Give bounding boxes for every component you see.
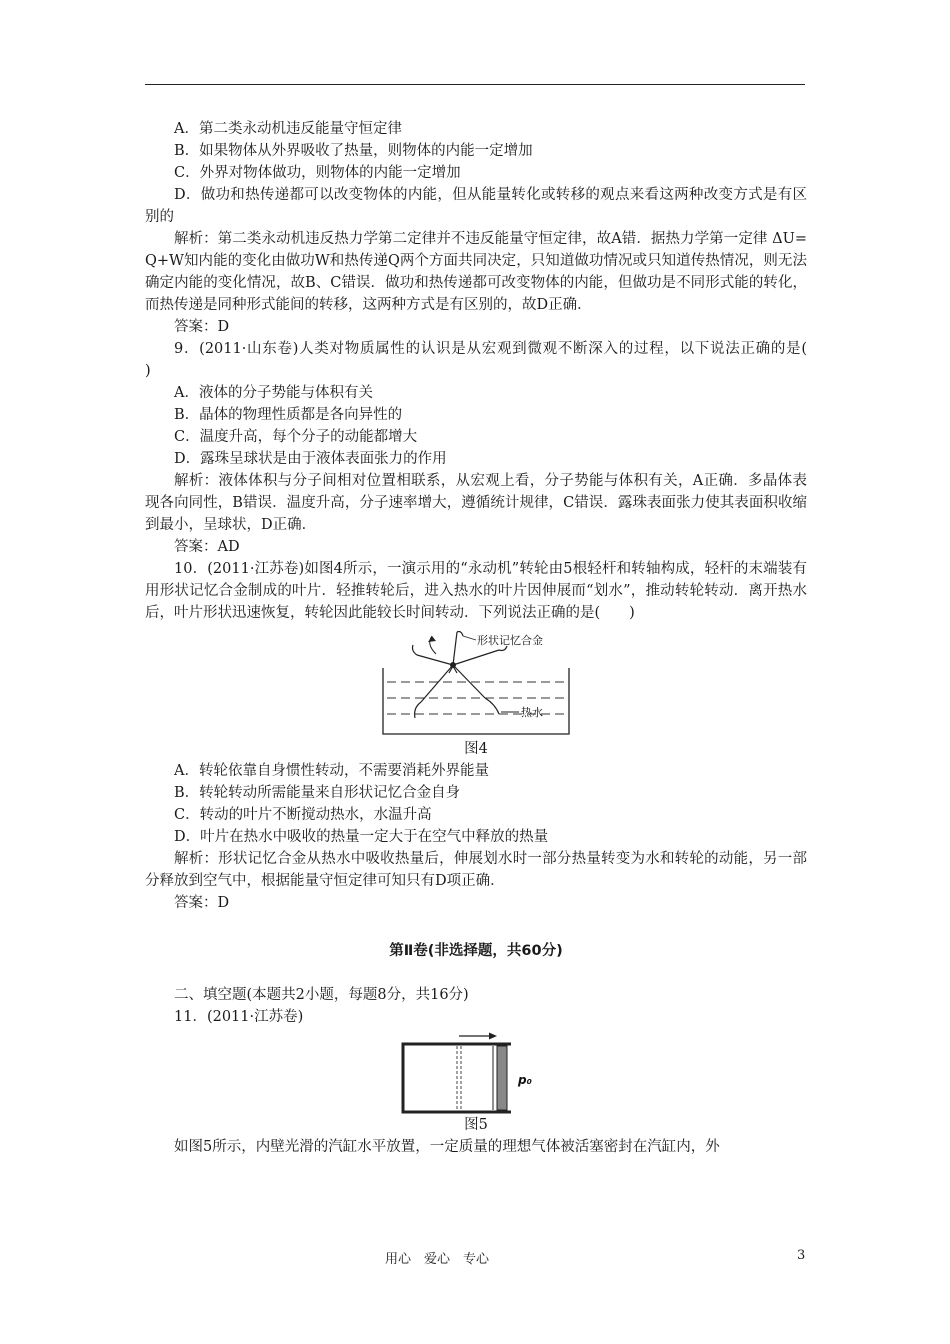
- q9-stem: 9．(2011·山东卷)人类对物质属性的认识是从宏观到微观不断深入的过程，以下说法正确的是( ): [145, 341, 836, 379]
- section-title: 第Ⅱ卷(非选择题，共60分): [389, 943, 563, 959]
- figure-5-caption: 图5: [464, 1117, 488, 1133]
- document-body: [145, 118, 836, 1158]
- q9-option-b: B．晶体的物理性质都是各向异性的: [174, 407, 403, 423]
- figure-5-drawing: [401, 1030, 551, 1114]
- q10-option-a: A．转轮依靠自身惯性转动，不需要消耗外界能量: [174, 763, 489, 779]
- q8-option-b: B．如果物体从外界吸收了热量，则物体的内能一定增加: [174, 143, 533, 159]
- part2-heading: 二、填空题(本题共2小题，每题8分，共16分): [174, 987, 469, 1003]
- q9-option-c: C．温度升高，每个分子的动能都增大: [174, 429, 418, 445]
- q11-stem: 11．(2011·江苏卷): [174, 1009, 304, 1025]
- q9-option-d: D．露珠呈球状是由于液体表面张力的作用: [174, 451, 447, 467]
- figure-4-label-alloy: 形状记忆合金: [477, 634, 543, 647]
- figure-4-drawing: [381, 630, 571, 738]
- figure-5-label-p0: p₀: [518, 1073, 532, 1087]
- q9-answer: 答案：AD: [174, 539, 240, 555]
- q10-option-b: B．转轮转动所需能量来自形状记忆合金自身: [174, 785, 461, 801]
- footer-motto: 用心 爱心 专心: [385, 1252, 490, 1267]
- q11-text: 如图5所示，内壁光滑的汽缸水平放置，一定质量的理想气体被活塞密封在汽缸内，外: [174, 1139, 720, 1155]
- figure-4: [381, 630, 571, 738]
- q10-answer: 答案：D: [174, 895, 230, 911]
- q8-option-c: C．外界对物体做功，则物体的内能一定增加: [174, 165, 461, 181]
- q10-option-d: D．叶片在热水中吸收的热量一定大于在空气中释放的热量: [174, 829, 549, 845]
- q10-option-c: C．转动的叶片不断搅动热水，水温升高: [174, 807, 432, 823]
- figure-4-caption: 图4: [464, 741, 488, 757]
- q10-analysis: 解析：形状记忆合金从热水中吸收热量后，伸展划水时一部分热量转变为水和转轮的动能，另一部分释放到空气中，根据能量守恒定律可知只有D项正确．: [145, 851, 807, 889]
- q8-analysis: 解析：第二类永动机违反热力学第二定律并不违反能量守恒定律，故A错．据热力学第一定律 ΔU=Q+W知内能的变化由做功W和热传递Q两个方面共同决定，只知道做功情况或只知道传热情况，则无法确定内能的变化情况，故B、C错误．做功和热传递都可改变物体的内能，但做功是不同形式能的转化，而热传递是同种形式能间的转移，这两种方式是有区别的，故D正确．: [145, 231, 807, 313]
- page-number: 3: [797, 1248, 806, 1263]
- q8-option-d: D．做功和热传递都可以改变物体的内能，但从能量转化或转移的观点来看这两种改变方式是有区别的: [145, 187, 807, 225]
- q8-option-a: A．第二类永动机违反能量守恒定律: [174, 121, 402, 137]
- q9-option-a: A．液体的分子势能与体积有关: [174, 385, 373, 401]
- figure-4-label-water: 热水: [521, 706, 543, 719]
- header-rule: [145, 84, 805, 85]
- figure-5: [401, 1030, 551, 1114]
- q8-answer: 答案：D: [174, 319, 230, 335]
- q9-analysis: 解析：液体体积与分子间相对位置相联系，从宏观上看，分子势能与体积有关，A正确．多晶体表现各向同性，B错误．温度升高，分子速率增大，遵循统计规律，C错误．露珠表面张力使其表面积收缩到最小，呈球状，D正确．: [145, 473, 807, 533]
- q10-stem: 10．(2011·江苏卷)如图4所示，一演示用的“永动机”转轮由5根轻杆和转轴构成，轻杆的末端装有用形状记忆合金制成的叶片．轻推转轮后，进入热水的叶片因伸展而“划水”，推动转轮转动．离开热水后，叶片形状迅速恢复，转轮因此能较长时间转动．下列说法正确的是( ): [145, 561, 807, 621]
